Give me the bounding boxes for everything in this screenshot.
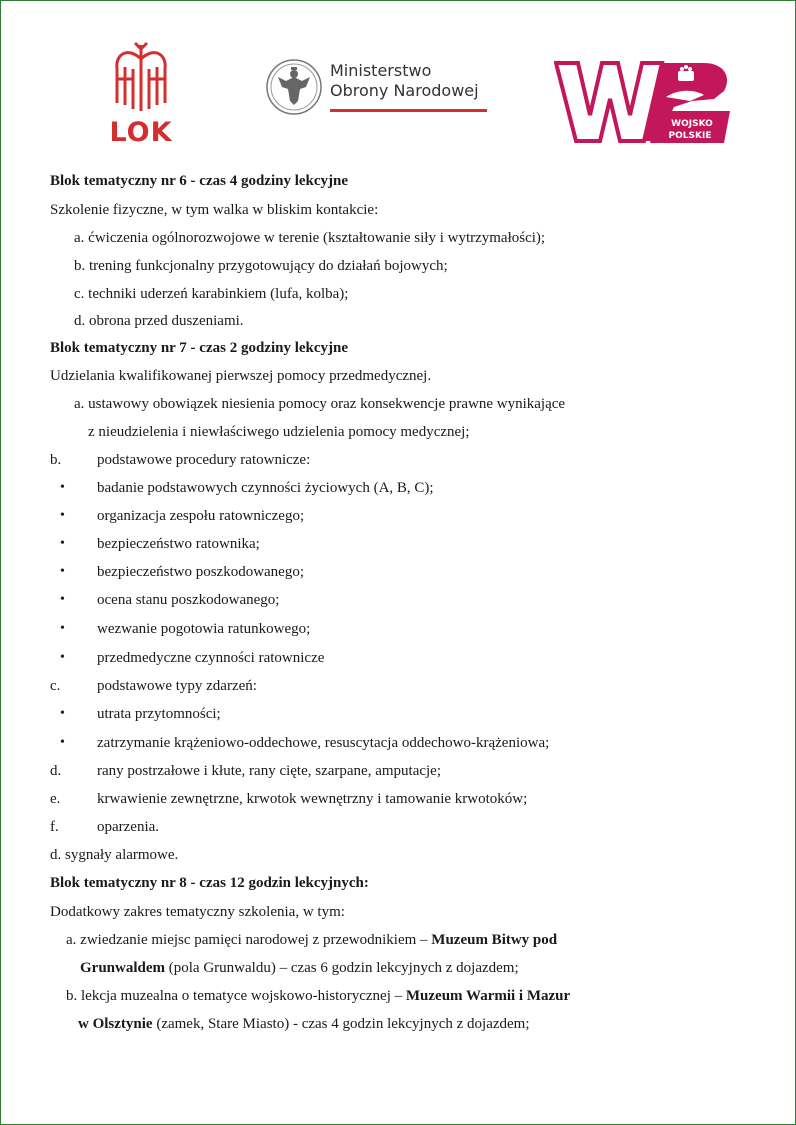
bullet-icon: • <box>60 592 65 607</box>
ministry-eagle-emblem-icon <box>264 57 324 117</box>
lok-logo <box>105 39 177 149</box>
lok-text: LOK <box>109 117 173 148</box>
list-marker: c. <box>50 678 61 694</box>
ministry-line-2: Obrony Narodowej <box>330 81 479 100</box>
bullet-icon: • <box>60 536 65 551</box>
block8-item-b-museum-cont: w Olsztynie <box>78 1016 153 1032</box>
list-text: bezpieczeństwo poszkodowanego; <box>97 564 305 580</box>
wp-label-line-2: POLSKIE <box>668 131 712 141</box>
list-text: podstawowe procedury ratownicze: <box>97 452 311 468</box>
list-marker: f. <box>50 819 59 835</box>
bullet-icon: • <box>60 621 65 636</box>
block7-heading: Blok tematyczny nr 7 - czas 2 godziny lekcyjne <box>50 340 349 356</box>
block8-heading: Blok tematyczny nr 8 - czas 12 godzin lekcyjnych: <box>50 875 369 891</box>
bullet-icon: • <box>60 508 65 523</box>
block8-item-a-line2 <box>80 958 519 978</box>
ministry-line-1: Ministerstwo <box>330 61 432 80</box>
bullet-icon: • <box>60 564 65 579</box>
block7-item-last: d. sygnały alarmowe. <box>50 847 179 863</box>
block6-item-c: c. techniki uderzeń karabinkiem (lufa, kolba); <box>74 286 349 302</box>
block6-item-b: b. trening funkcjonalny przygotowujący do działań bojowych; <box>74 258 448 274</box>
list-text: przedmedyczne czynności ratownicze <box>97 650 325 666</box>
list-text: utrata przytomności; <box>97 706 221 722</box>
list-text: oparzenia. <box>97 819 160 835</box>
list-marker: b. <box>50 452 62 468</box>
list-marker: e. <box>50 791 61 807</box>
block8-item-a-suffix: (pola Grunwaldu) – czas 6 godzin lekcyjnych z dojazdem; <box>165 960 519 976</box>
block7-item-a-line1: a. ustawowy obowiązek niesienia pomocy oraz konsekwencje prawne wynikające <box>74 396 566 412</box>
block8-intro: Dodatkowy zakres tematyczny szkolenia, w tym: <box>50 904 345 920</box>
list-text: organizacja zespołu ratowniczego; <box>97 508 305 524</box>
list-text: badanie podstawowych czynności życiowych (A, B, C); <box>97 480 434 496</box>
bullet-icon: • <box>60 735 65 750</box>
block7-item-a-line2: z nieudzielenia i niewłaściwego udzielenia pomocy medycznej; <box>88 424 470 440</box>
block6-item-d: d. obrona przed duszeniami. <box>74 313 244 329</box>
list-text: krwawienie zewnętrzne, krwotok wewnętrzny i tamowanie krwotoków; <box>97 791 528 807</box>
list-marker: d. <box>50 763 62 779</box>
list-text: wezwanie pogotowia ratunkowego; <box>97 621 311 637</box>
block6-item-a: a. ćwiczenia ogólnorozwojowe w terenie (kształtowanie siły i wytrzymałości); <box>74 230 546 246</box>
block8-item-b-suffix: (zamek, Stare Miasto) - czas 4 godzin lekcyjnych z dojazdem; <box>152 1016 530 1032</box>
ministry-logo <box>264 57 494 117</box>
block7-intro: Udzielania kwalifikowanej pierwszej pomocy przedmedycznej. <box>50 368 432 384</box>
wp-label-line-1: WOJSKO <box>671 119 713 129</box>
ministry-name <box>330 61 479 101</box>
bullet-icon: • <box>60 650 65 665</box>
bullet-icon: • <box>60 706 65 721</box>
block8-item-b-line1 <box>66 986 570 1006</box>
ministry-red-rule <box>330 109 487 112</box>
wojsko-polskie-logo <box>554 59 734 145</box>
list-text: ocena stanu poszkodowanego; <box>97 592 280 608</box>
logo-header <box>1 1 796 161</box>
wp-emblem-icon <box>554 59 734 145</box>
block8-item-b-line2 <box>78 1014 530 1034</box>
list-text: zatrzymanie krążeniowo-oddechowe, resuscytacja oddechowo-krążeniowa; <box>97 735 550 751</box>
block6-heading: Blok tematyczny nr 6 - czas 4 godziny lekcyjne <box>50 173 349 189</box>
block6-intro: Szkolenie fizyczne, w tym walka w bliskim kontakcie: <box>50 202 379 218</box>
block8-item-b-prefix: b. lekcja muzealna o tematyce wojskowo-historycznej – <box>66 988 406 1004</box>
lok-eagle-icon <box>105 39 177 119</box>
bullet-icon: • <box>60 480 65 495</box>
block8-item-a-museum-cont: Grunwaldem <box>80 960 166 976</box>
list-text: bezpieczeństwo ratownika; <box>97 536 260 552</box>
block8-item-a-line1 <box>66 930 557 950</box>
list-text: podstawowe typy zdarzeń: <box>97 678 257 694</box>
block8-item-a-museum: Muzeum Bitwy pod <box>431 932 558 948</box>
block8-item-b-museum: Muzeum Warmii i Mazur <box>405 988 571 1004</box>
list-text: rany postrzałowe i kłute, rany cięte, szarpane, amputacje; <box>97 763 442 779</box>
block8-item-a-prefix: a. zwiedzanie miejsc pamięci narodowej z przewodnikiem – <box>66 932 432 948</box>
